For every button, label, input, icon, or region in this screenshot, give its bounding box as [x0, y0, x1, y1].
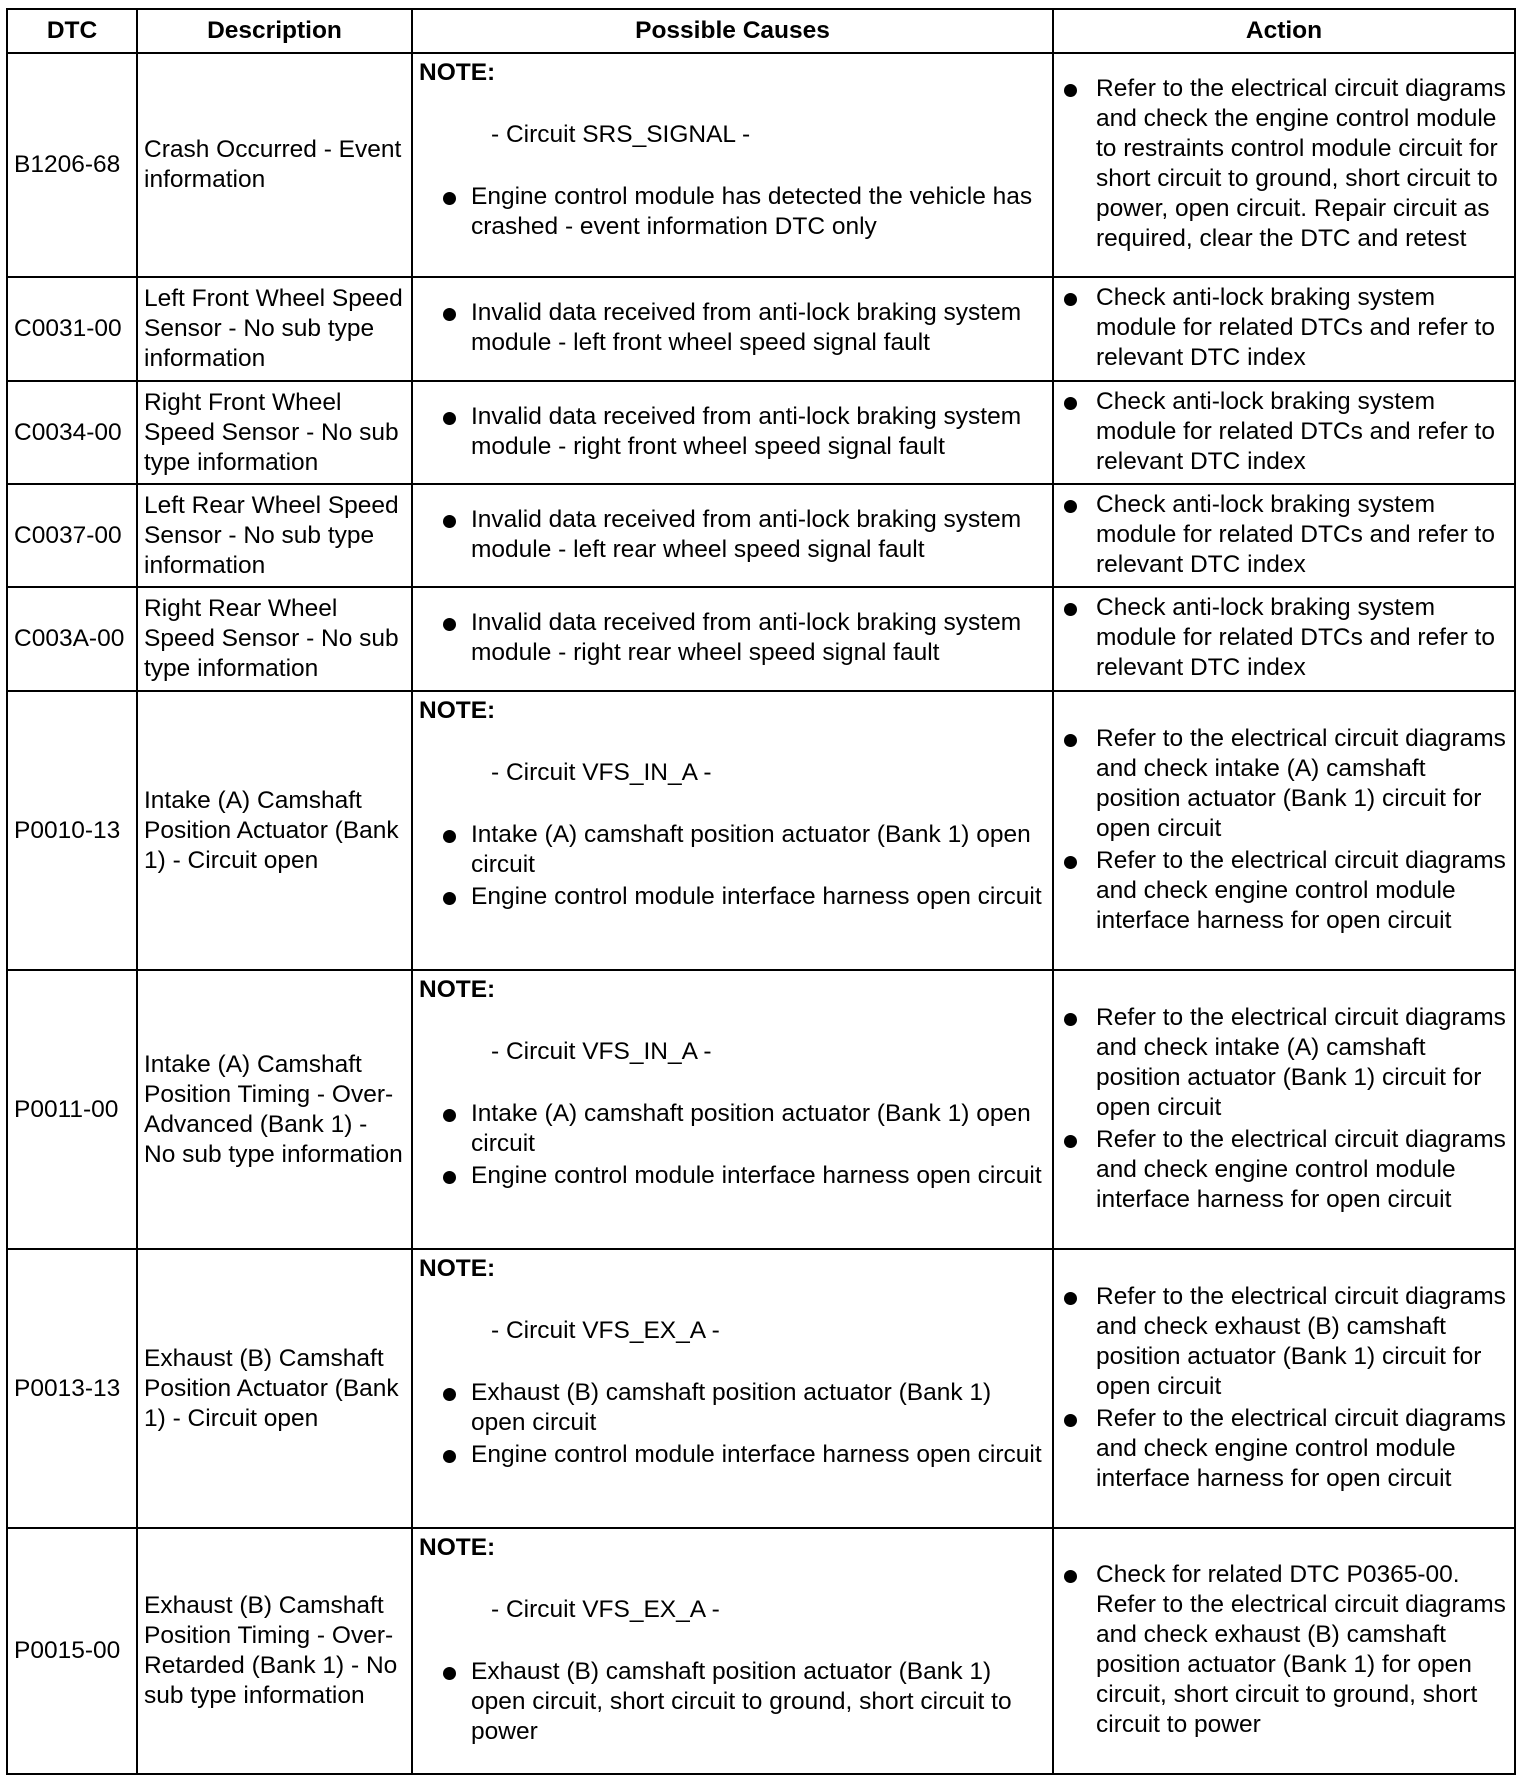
bullet-icon — [443, 1388, 456, 1401]
dtc-code: B1206-68 — [7, 53, 137, 277]
action-item — [1060, 1125, 1508, 1215]
action-item — [1060, 1282, 1508, 1402]
dtc-description: Right Front Wheel Speed Sensor - No sub type information — [137, 381, 412, 484]
actions-list — [1060, 283, 1508, 373]
cause-item — [419, 820, 1046, 880]
action-cell — [1053, 484, 1515, 587]
cause-text: Engine control module interface harness open circuit — [471, 1441, 1042, 1468]
cause-item — [419, 505, 1046, 565]
cause-item — [419, 1161, 1046, 1191]
header-action: Action — [1053, 9, 1515, 53]
note-label: NOTE: — [419, 1534, 496, 1561]
actions-list — [1060, 490, 1508, 580]
table-row — [7, 587, 1515, 691]
possible-causes-cell — [412, 381, 1053, 484]
circuit-name: - Circuit VFS_IN_A - — [491, 759, 712, 786]
note-label: NOTE: — [419, 1255, 496, 1282]
actions-list — [1060, 74, 1508, 254]
cause-text: Intake (A) camshaft position actuator (Bank 1) open circuit — [471, 821, 1031, 878]
bullet-icon — [1064, 1292, 1077, 1305]
table-header-row — [7, 9, 1515, 53]
action-text: Refer to the electrical circuit diagrams and check exhaust (B) camshaft position actuator (Bank 1) circuit for open circuit — [1096, 1282, 1506, 1400]
bullet-icon — [443, 1450, 456, 1463]
bullet-icon — [1064, 1013, 1077, 1026]
action-item — [1060, 724, 1508, 844]
dtc-code: P0013-13 — [7, 1249, 137, 1528]
bullet-icon — [1064, 500, 1077, 513]
header-description: Description — [137, 9, 412, 53]
dtc-code: P0015-00 — [7, 1528, 137, 1774]
bullet-icon — [1064, 1570, 1077, 1583]
cause-text: Intake (A) camshaft position actuator (Bank 1) open circuit — [471, 1100, 1031, 1157]
bullet-icon — [443, 412, 456, 425]
note-label: NOTE: — [419, 697, 496, 724]
table-row — [7, 484, 1515, 587]
cause-text: Engine control module interface harness open circuit — [471, 883, 1042, 910]
bullet-icon — [1064, 84, 1077, 97]
causes-list — [419, 608, 1046, 668]
causes-list — [419, 505, 1046, 565]
cause-text: Invalid data received from anti-lock braking system module - right rear wheel speed signal fault — [471, 609, 1022, 666]
dtc-code: P0010-13 — [7, 691, 137, 970]
action-item — [1060, 1003, 1508, 1123]
dtc-description: Intake (A) Camshaft Position Actuator (Bank 1) - Circuit open — [137, 691, 412, 970]
dtc-code: C0031-00 — [7, 277, 137, 381]
possible-causes-cell — [412, 53, 1053, 277]
dtc-code: C0034-00 — [7, 381, 137, 484]
table-row — [7, 1528, 1515, 1774]
circuit-name: - Circuit VFS_EX_A - — [491, 1317, 720, 1344]
bullet-icon — [443, 830, 456, 843]
action-text: Check anti-lock braking system module for related DTCs and refer to relevant DTC index — [1096, 284, 1495, 371]
bullet-icon — [1064, 856, 1077, 869]
action-item — [1060, 593, 1508, 683]
table-row — [7, 970, 1515, 1249]
action-item — [1060, 74, 1508, 254]
note-label: NOTE: — [419, 59, 496, 86]
action-cell — [1053, 1249, 1515, 1528]
possible-causes-cell — [412, 1249, 1053, 1528]
bullet-icon — [443, 1109, 456, 1122]
causes-list — [419, 1099, 1046, 1191]
bullet-icon — [443, 1171, 456, 1184]
bullet-icon — [443, 308, 456, 321]
table-row — [7, 1249, 1515, 1528]
cause-text: Engine control module has detected the vehicle has crashed - event information DTC only — [471, 183, 1033, 240]
action-item — [1060, 846, 1508, 936]
bullet-icon — [443, 892, 456, 905]
table-row — [7, 691, 1515, 970]
circuit-name: - Circuit SRS_SIGNAL - — [491, 121, 751, 148]
cause-item — [419, 608, 1046, 668]
dtc-description: Intake (A) Camshaft Position Timing - Over-Advanced (Bank 1) - No sub type information — [137, 970, 412, 1249]
note-label: NOTE: — [419, 976, 496, 1003]
actions-list — [1060, 593, 1508, 683]
action-cell — [1053, 277, 1515, 381]
table-body — [7, 53, 1515, 1774]
causes-list — [419, 820, 1046, 912]
action-cell — [1053, 970, 1515, 1249]
dtc-code: C0037-00 — [7, 484, 137, 587]
bullet-icon — [443, 515, 456, 528]
cause-item — [419, 182, 1046, 242]
cause-text: Exhaust (B) camshaft position actuator (Bank 1) open circuit — [471, 1379, 992, 1436]
action-text: Refer to the electrical circuit diagrams and check engine control module interface harness for open circuit — [1096, 846, 1506, 934]
bullet-icon — [1064, 397, 1077, 410]
cause-text: Invalid data received from anti-lock braking system module - left rear wheel speed signal fault — [471, 505, 1022, 563]
causes-list — [419, 1378, 1046, 1470]
action-cell — [1053, 1528, 1515, 1774]
action-cell — [1053, 691, 1515, 970]
action-text: Check for related DTC P0365-00. Refer to the electrical circuit diagrams and check exhaust (B) camshaft position actuator (Bank 1) for open circuit, short circuit to ground, short circuit to power — [1096, 1561, 1506, 1738]
table-row — [7, 277, 1515, 381]
action-item — [1060, 283, 1508, 373]
dtc-code: C003A-00 — [7, 587, 137, 691]
dtc-table — [6, 8, 1516, 1775]
cause-text: Invalid data received from anti-lock braking system module - right front wheel speed signal fault — [471, 402, 1022, 460]
possible-causes-cell — [412, 484, 1053, 587]
table-row — [7, 381, 1515, 484]
dtc-code: P0011-00 — [7, 970, 137, 1249]
header-dtc: DTC — [7, 9, 137, 53]
causes-list — [419, 298, 1046, 358]
possible-causes-cell — [412, 587, 1053, 691]
dtc-description: Exhaust (B) Camshaft Position Timing - Over-Retarded (Bank 1) - No sub type information — [137, 1528, 412, 1774]
action-cell — [1053, 381, 1515, 484]
possible-causes-cell — [412, 691, 1053, 970]
cause-text: Exhaust (B) camshaft position actuator (Bank 1) open circuit, short circuit to ground, short circuit to power — [471, 1658, 1012, 1745]
actions-list — [1060, 1003, 1508, 1215]
action-text: Check anti-lock braking system module for related DTCs and refer to relevant DTC index — [1096, 387, 1495, 475]
action-cell — [1053, 53, 1515, 277]
action-text: Refer to the electrical circuit diagrams and check engine control module interface harness for open circuit — [1096, 1125, 1506, 1213]
action-text: Refer to the electrical circuit diagrams and check engine control module interface harness for open circuit — [1096, 1404, 1506, 1492]
circuit-name: - Circuit VFS_IN_A - — [491, 1038, 712, 1065]
dtc-description: Left Rear Wheel Speed Sensor - No sub type information — [137, 484, 412, 587]
dtc-description: Left Front Wheel Speed Sensor - No sub type information — [137, 277, 412, 381]
causes-list — [419, 1657, 1046, 1747]
action-text: Check anti-lock braking system module for related DTCs and refer to relevant DTC index — [1096, 490, 1495, 578]
cause-item — [419, 1099, 1046, 1159]
actions-list — [1060, 387, 1508, 477]
cause-item — [419, 1657, 1046, 1747]
action-item — [1060, 490, 1508, 580]
dtc-description: Crash Occurred - Event information — [137, 53, 412, 277]
actions-list — [1060, 724, 1508, 936]
action-text: Check anti-lock braking system module for related DTCs and refer to relevant DTC index — [1096, 594, 1495, 681]
bullet-icon — [1064, 603, 1077, 616]
possible-causes-cell — [412, 970, 1053, 1249]
actions-list — [1060, 1282, 1508, 1494]
cause-item — [419, 402, 1046, 462]
cause-item — [419, 1440, 1046, 1470]
possible-causes-cell — [412, 277, 1053, 381]
action-text: Refer to the electrical circuit diagrams and check intake (A) camshaft position actuator (Bank 1) circuit for open circuit — [1096, 1003, 1506, 1121]
cause-text: Invalid data received from anti-lock braking system module - left front wheel speed signal fault — [471, 299, 1022, 356]
action-cell — [1053, 587, 1515, 691]
dtc-description: Right Rear Wheel Speed Sensor - No sub type information — [137, 587, 412, 691]
action-item — [1060, 387, 1508, 477]
possible-causes-cell — [412, 1528, 1053, 1774]
dtc-description: Exhaust (B) Camshaft Position Actuator (Bank 1) - Circuit open — [137, 1249, 412, 1528]
cause-item — [419, 1378, 1046, 1438]
action-item — [1060, 1404, 1508, 1494]
causes-list — [419, 182, 1046, 242]
circuit-name: - Circuit VFS_EX_A - — [491, 1596, 720, 1623]
bullet-icon — [443, 1667, 456, 1680]
bullet-icon — [443, 618, 456, 631]
cause-text: Engine control module interface harness open circuit — [471, 1162, 1042, 1189]
header-possible-causes: Possible Causes — [412, 9, 1053, 53]
bullet-icon — [443, 192, 456, 205]
table-row — [7, 53, 1515, 277]
causes-list — [419, 402, 1046, 462]
cause-item — [419, 298, 1046, 358]
cause-item — [419, 882, 1046, 912]
action-text: Refer to the electrical circuit diagrams and check intake (A) camshaft position actuator (Bank 1) circuit for open circuit — [1096, 724, 1506, 842]
actions-list — [1060, 1560, 1508, 1740]
action-item — [1060, 1560, 1508, 1740]
action-text: Refer to the electrical circuit diagrams and check the engine control module to restraints control module circuit for short circuit to ground, short circuit to power, open circuit. Repair circuit as required, clear the DTC and retest — [1096, 75, 1506, 252]
bullet-icon — [1064, 734, 1077, 747]
bullet-icon — [1064, 1414, 1077, 1427]
bullet-icon — [1064, 1135, 1077, 1148]
bullet-icon — [1064, 293, 1077, 306]
